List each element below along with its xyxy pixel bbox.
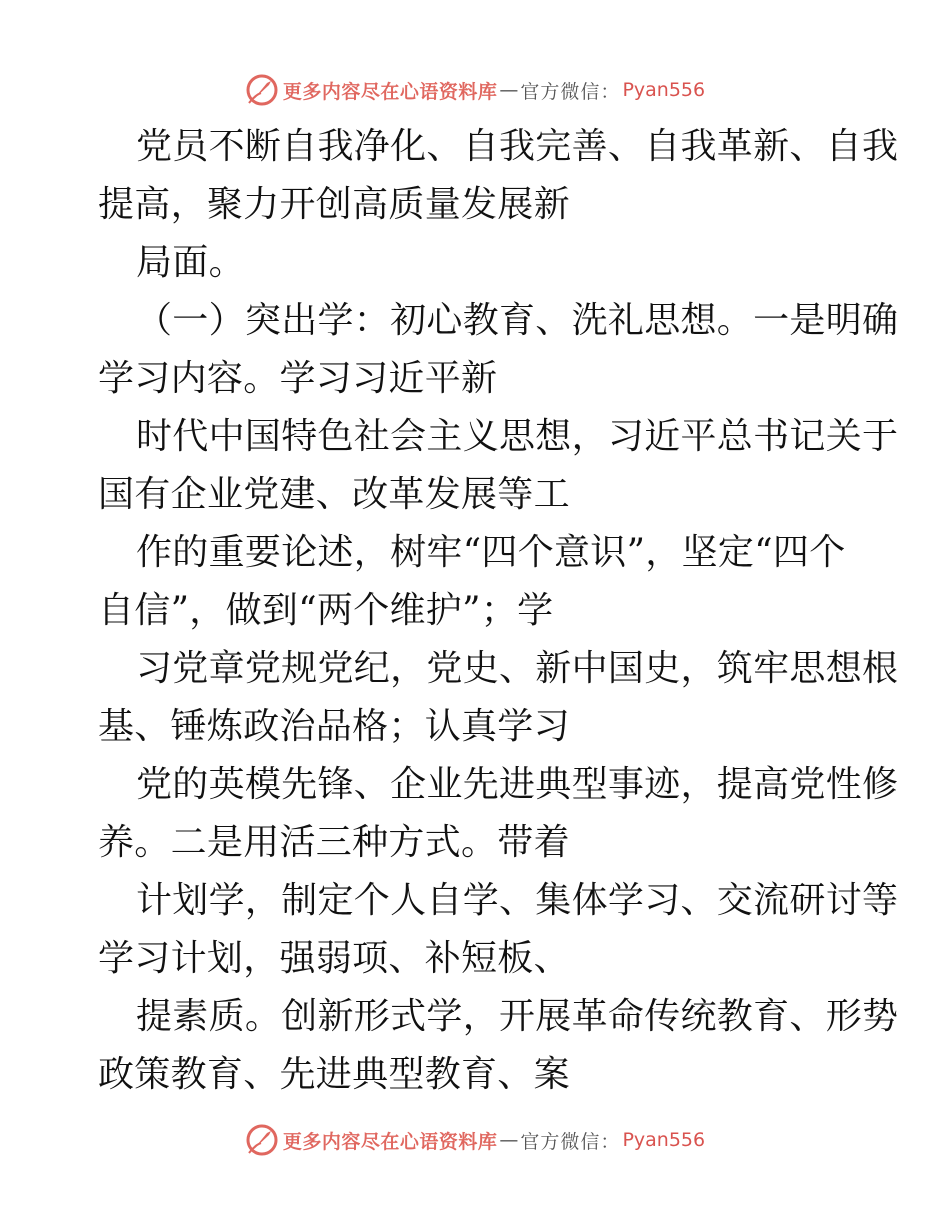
text-line: 计划学，制定个人自学、集体学习、交流研讨等 — [136, 880, 899, 921]
quill-logo-icon — [245, 1123, 279, 1157]
quill-logo-icon — [245, 73, 279, 107]
watermark-official-label: 官方微信： — [520, 80, 621, 103]
watermark-separator: — — [499, 79, 519, 101]
text-line: 学习内容。学习习近平新 — [98, 358, 498, 399]
text-line: 习党章党规党纪，党史、新中国史，筑牢思想根 — [136, 648, 899, 689]
text-line: 养。二是用活三种方式。带着 — [98, 822, 570, 863]
watermark-wechat-id: Pyan556 — [622, 79, 706, 101]
text-line: 自信”，做到“两个维护”；学 — [98, 590, 554, 631]
watermark-wechat-id: Pyan556 — [622, 1129, 706, 1151]
watermark-banner-top — [0, 70, 950, 110]
text-line: 党员不断自我净化、自我完善、自我革新、自我 — [136, 126, 899, 167]
text-line: 基、锤炼政治品格；认真学习 — [98, 706, 570, 747]
text-line: 提高，聚力开创高质量发展新 — [98, 184, 570, 225]
watermark-banner-bottom — [0, 1120, 950, 1160]
text-line: （一）突出学：初心教育、洗礼思想。一是明确 — [136, 300, 899, 341]
text-line: 时代中国特色社会主义思想，习近平总书记关于 — [136, 416, 899, 457]
watermark-separator: — — [499, 1129, 519, 1151]
text-line: 提素质。创新形式学，开展革命传统教育、形势 — [136, 996, 899, 1037]
text-line: 作的重要论述，树牢“四个意识”，坚定“四个 — [136, 532, 846, 573]
text-line: 局面。 — [136, 242, 245, 283]
watermark-brand-text: 更多内容尽在心语资料库 — [282, 80, 498, 103]
text-line: 党的英模先锋、企业先进典型事迹，提高党性修 — [136, 764, 899, 805]
document-body — [98, 118, 899, 1104]
text-line: 政策教育、先进典型教育、案 — [98, 1054, 570, 1095]
watermark-official-label: 官方微信： — [520, 1130, 621, 1153]
text-line: 国有企业党建、改革发展等工 — [98, 474, 570, 515]
watermark-brand-text: 更多内容尽在心语资料库 — [282, 1130, 498, 1153]
text-line: 学习计划，强弱项、补短板、 — [98, 938, 570, 979]
